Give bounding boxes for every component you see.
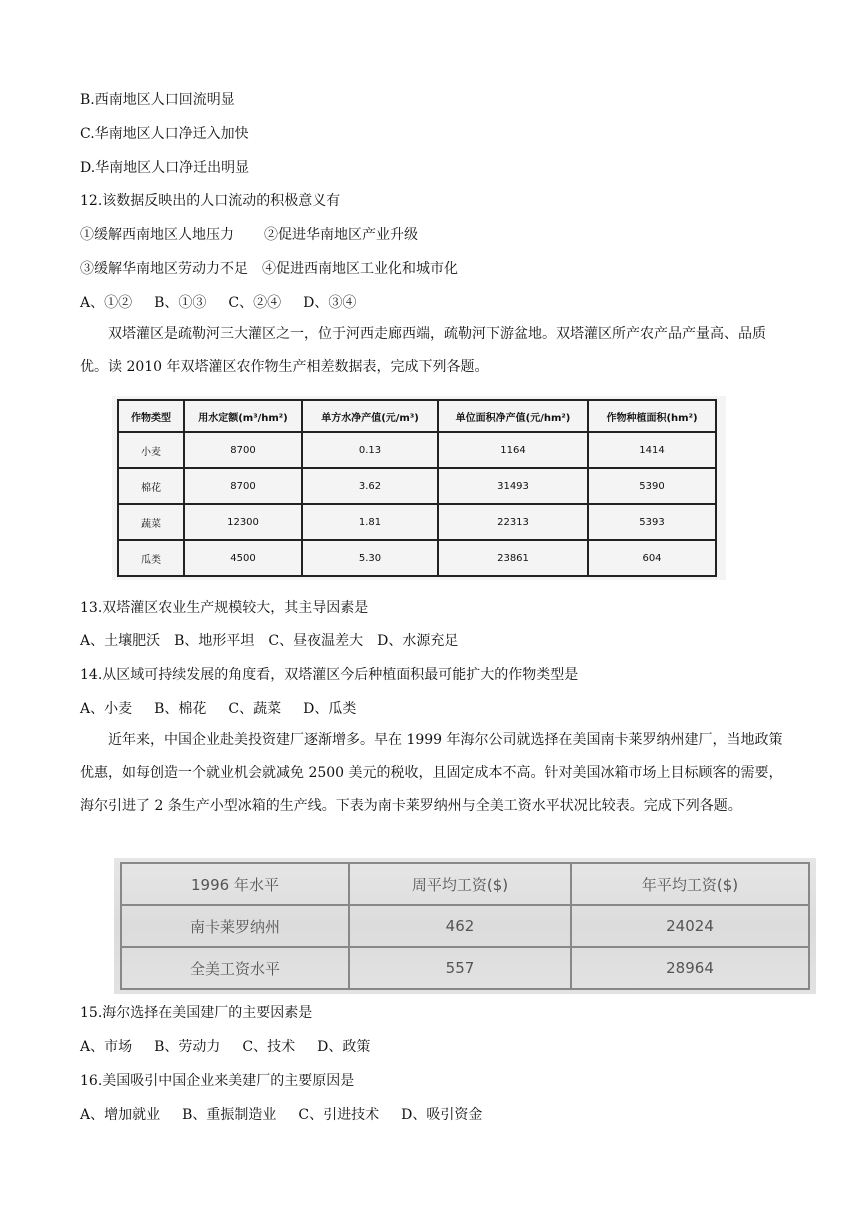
header-cell: 用水定额(m³/hm²) (184, 400, 302, 432)
statement-2: ②促进华南地区产业升级 (264, 227, 418, 243)
statement-3: ③缓解华南地区劳动力不足 (80, 261, 248, 277)
table-cell: 24024 (571, 905, 809, 947)
table-cell: 462 (349, 905, 571, 947)
question-14-options (80, 699, 378, 719)
option-c: C、技术 (242, 1039, 296, 1055)
option-b-line: B.西南地区人口回流明显 (80, 92, 235, 108)
option-a: A、土壤肥沃 (80, 633, 161, 649)
option-b: B、①③ (154, 295, 207, 311)
table-cell: 23861 (438, 540, 588, 576)
question-13: 13.双塔灌区农业生产规模较大，其主导因素是 (80, 600, 369, 616)
table-cell: 棉花 (118, 468, 184, 504)
option-d: D、瓜类 (303, 701, 357, 717)
option-d-line: D.华南地区人口净迁出明显 (80, 160, 250, 176)
option-c: C、②④ (228, 295, 282, 311)
table-cell: 3.62 (302, 468, 438, 504)
table-header-row (121, 863, 809, 905)
table-cell: 全美工资水平 (121, 947, 349, 989)
option-d: D、水源充足 (377, 633, 459, 649)
option-a: A、增加就业 (80, 1107, 161, 1123)
option-a: A、①② (80, 295, 133, 311)
table-cell: 22313 (438, 504, 588, 540)
option-a: A、市场 (80, 1039, 133, 1055)
option-c: C、昼夜温差大 (268, 633, 364, 649)
option-d: D、③④ (303, 295, 357, 311)
header-cell: 年平均工资($) (571, 863, 809, 905)
table-cell: 12300 (184, 504, 302, 540)
table-cell: 4500 (184, 540, 302, 576)
table-cell: 蔬菜 (118, 504, 184, 540)
table-cell: 557 (349, 947, 571, 989)
table-cell: 5393 (588, 504, 716, 540)
option-c-line: C.华南地区人口净迁入加快 (80, 126, 249, 142)
question-15-options (80, 1037, 392, 1057)
table-cell: 瓜类 (118, 540, 184, 576)
option-a: A、小麦 (80, 701, 133, 717)
passage-haier: 近年来，中国企业赴美投资建厂逐渐增多。早在 1999 年海尔公司就选择在美国南卡莱罗纳州建厂，当地政策优惠，如每创造一个就业机会就减免 2500 美元的税收，且固定成本不高。针对美国冰箱市场上目标顾客的需要，海尔引进了 2 条生产小型冰箱的生产线。下表为南卡莱罗纳州与全美工资水平状况比较表。完成下列各题。 (80, 732, 783, 814)
table-header-row (118, 400, 716, 432)
table-cell: 1414 (588, 432, 716, 468)
table-row (118, 540, 716, 576)
table-cell: 8700 (184, 468, 302, 504)
table-cell: 1164 (438, 432, 588, 468)
header-cell: 作物种植面积(hm²) (588, 400, 716, 432)
question-12-options (80, 293, 378, 313)
passage-shuangta: 双塔灌区是疏勒河三大灌区之一，位于河西走廊西端，疏勒河下游盆地。双塔灌区所产农产品产量高、品质优。读 2010 年双塔灌区农作物生产相差数据表，完成下列各题。 (80, 326, 766, 375)
question-12: 12.该数据反映出的人口流动的积极意义有 (80, 193, 341, 209)
question-16: 16.美国吸引中国企业来美建厂的主要原因是 (80, 1073, 355, 1089)
option-d: D、吸引资金 (401, 1107, 483, 1123)
question-12-statements-a (80, 225, 418, 245)
option-b: B、地形平坦 (174, 633, 255, 649)
table-cell: 0.13 (302, 432, 438, 468)
table-cell: 5.30 (302, 540, 438, 576)
option-d: D、政策 (317, 1039, 371, 1055)
table-cell: 1.81 (302, 504, 438, 540)
table-cell: 604 (588, 540, 716, 576)
header-cell: 作物类型 (118, 400, 184, 432)
wage-table (120, 862, 810, 990)
table-cell: 南卡莱罗纳州 (121, 905, 349, 947)
header-cell: 1996 年水平 (121, 863, 349, 905)
wage-table-photo (114, 858, 816, 994)
table-cell: 31493 (438, 468, 588, 504)
table-row (121, 905, 809, 947)
table-cell: 8700 (184, 432, 302, 468)
table-cell: 28964 (571, 947, 809, 989)
question-14: 14.从区域可持续发展的角度看，双塔灌区今后种植面积最可能扩大的作物类型是 (80, 667, 579, 683)
table-cell: 小麦 (118, 432, 184, 468)
header-cell: 单方水净产值(元/m³) (302, 400, 438, 432)
header-cell: 单位面积净产值(元/hm²) (438, 400, 588, 432)
question-13-options (80, 631, 480, 651)
option-b: B、劳动力 (154, 1039, 221, 1055)
option-c: C、蔬菜 (228, 701, 282, 717)
crop-data-table-scan (112, 396, 726, 580)
statement-1: ①缓解西南地区人地压力 (80, 227, 234, 243)
table-row (118, 432, 716, 468)
question-12-statements-b (80, 259, 458, 279)
option-c: C、引进技术 (298, 1107, 380, 1123)
crop-data-table (117, 399, 717, 577)
table-row (118, 504, 716, 540)
header-cell: 周平均工资($) (349, 863, 571, 905)
question-15: 15.海尔选择在美国建厂的主要因素是 (80, 1005, 313, 1021)
option-b: B、重振制造业 (182, 1107, 277, 1123)
table-cell: 5390 (588, 468, 716, 504)
statement-4: ④促进西南地区工业化和城市化 (262, 261, 458, 277)
table-row (121, 947, 809, 989)
table-row (118, 468, 716, 504)
option-b: B、棉花 (154, 701, 207, 717)
question-16-options (80, 1105, 504, 1125)
